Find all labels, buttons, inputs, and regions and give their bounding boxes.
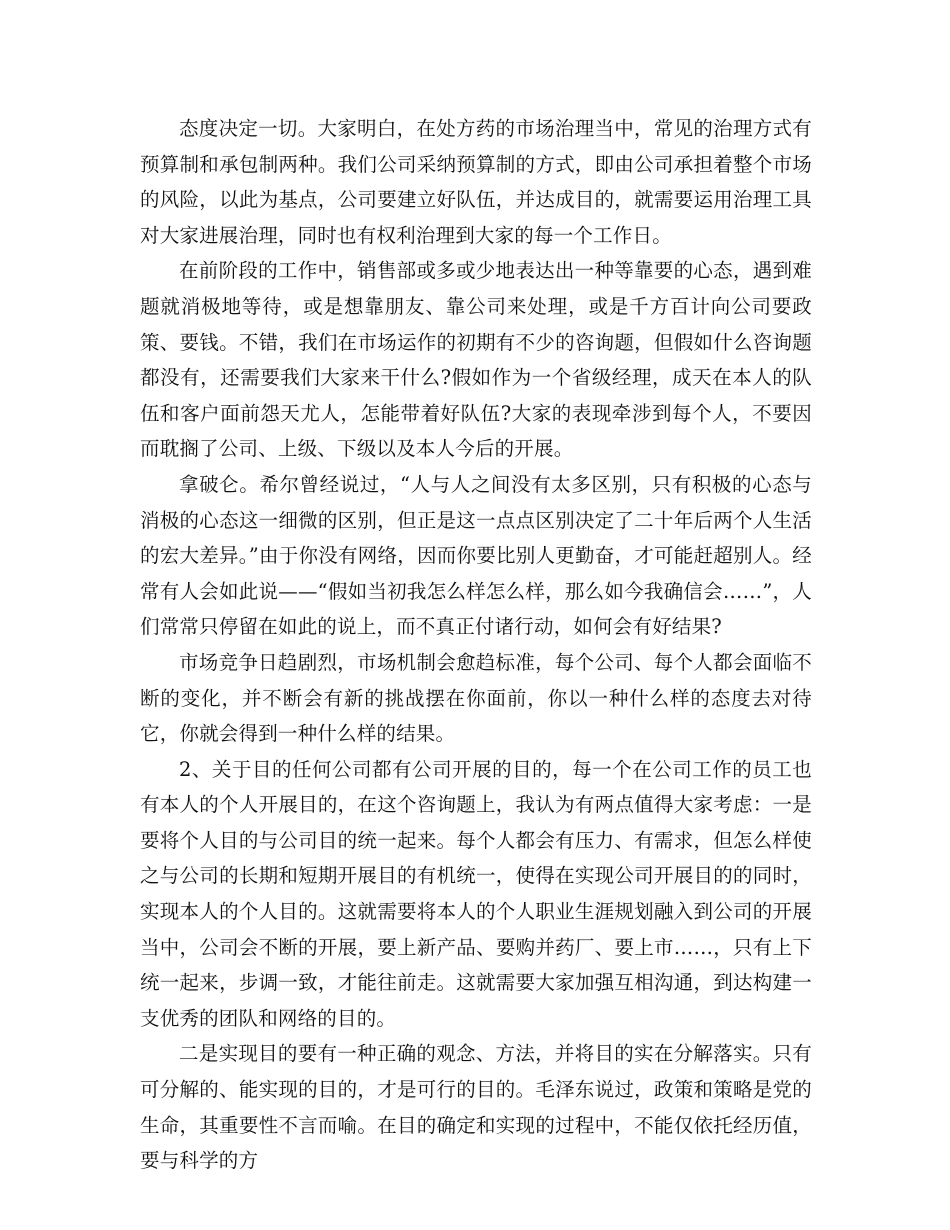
paragraph-attitude: 态度决定一切。大家明白，在处方药的市场治理当中，常见的治理方式有预算制和承包制两种。我们公司采纳预算制的方式，即由公司承担着整个市场的风险，以此为基点，公司要建立好队伍，并达成目的，就需要运用治理工具对大家进展治理，同时也有权利治理到大家的每一个工作日。 bbox=[140, 117, 812, 247]
paragraph-goals: 2、关于目的任何公司都有公司开展的目的，每一个在公司工作的员工也有本人的个人开展目的，在这个咨询题上，我认为有两点值得大家考虑：一是要将个人目的与公司目的统一起来。每个人都会有压力、有需求，但怎么样使之与公司的长期和短期开展目的有机统一，使得在实现公司开展目的的同时，实现本人的个人目的。这就需要将本人的个人职业生涯规划融入到公司的开展当中，公司会不断的开展，要上新产品、要购并药厂、要上市……，只有上下统一起来，步调一致，才能往前走。这就需要大家加强互相沟通，到达构建一支优秀的团队和网络的目的。 bbox=[140, 757, 812, 1030]
paragraph-napoleon-hill: 拿破仑。希尔曾经说过，“人与人之间没有太多区别，只有积极的心态与消极的心态这一细微的区别，但正是这一点点区别决定了二十年后两个人生活的宏大差异。”由于你没有网络，因而你要比别人更勤奋，才可能赶超别人。经常有人会如此说——“假如当初我怎么样怎么样，那么如今我确信会……”，人们常常只停留在如此的说上，而不真正付诸行动，如何会有好结果? bbox=[140, 472, 812, 639]
paragraph-market-competition: 市场竞争日趋剧烈，市场机制会愈趋标准，每个公司、每个人都会面临不断的变化，并不断会有新的挑战摆在你面前，你以一种什么样的态度去对待它，你就会得到一种什么样的结果。 bbox=[140, 650, 812, 746]
paragraph-goal-implementation: 二是实现目的要有一种正确的观念、方法，并将目的实在分解落实。只有可分解的、能实现的目的，才是可行的目的。毛泽东说过，政策和策略是党的生命，其重要性不言而喻。在目的确定和实现的过程中，不能仅依托经历值，要与科学的方 bbox=[140, 1042, 812, 1173]
document-body bbox=[140, 111, 812, 1179]
paragraph-previous-work: 在前阶段的工作中，销售部或多或少地表达出一种等靠要的心态，遇到难题就消极地等待，或是想靠朋友、靠公司来处理，或是千方百计向公司要政策、要钱。不错，我们在市场运作的初期有不少的咨询题，但假如什么咨询题都没有，还需要我们大家来干什么?假如作为一个省级经理，成天在本人的队伍和客户面前怨天尤人，怎能带着好队伍?大家的表现牵涉到每个人，不要因而耽搁了公司、上级、下级以及本人今后的开展。 bbox=[140, 259, 812, 461]
